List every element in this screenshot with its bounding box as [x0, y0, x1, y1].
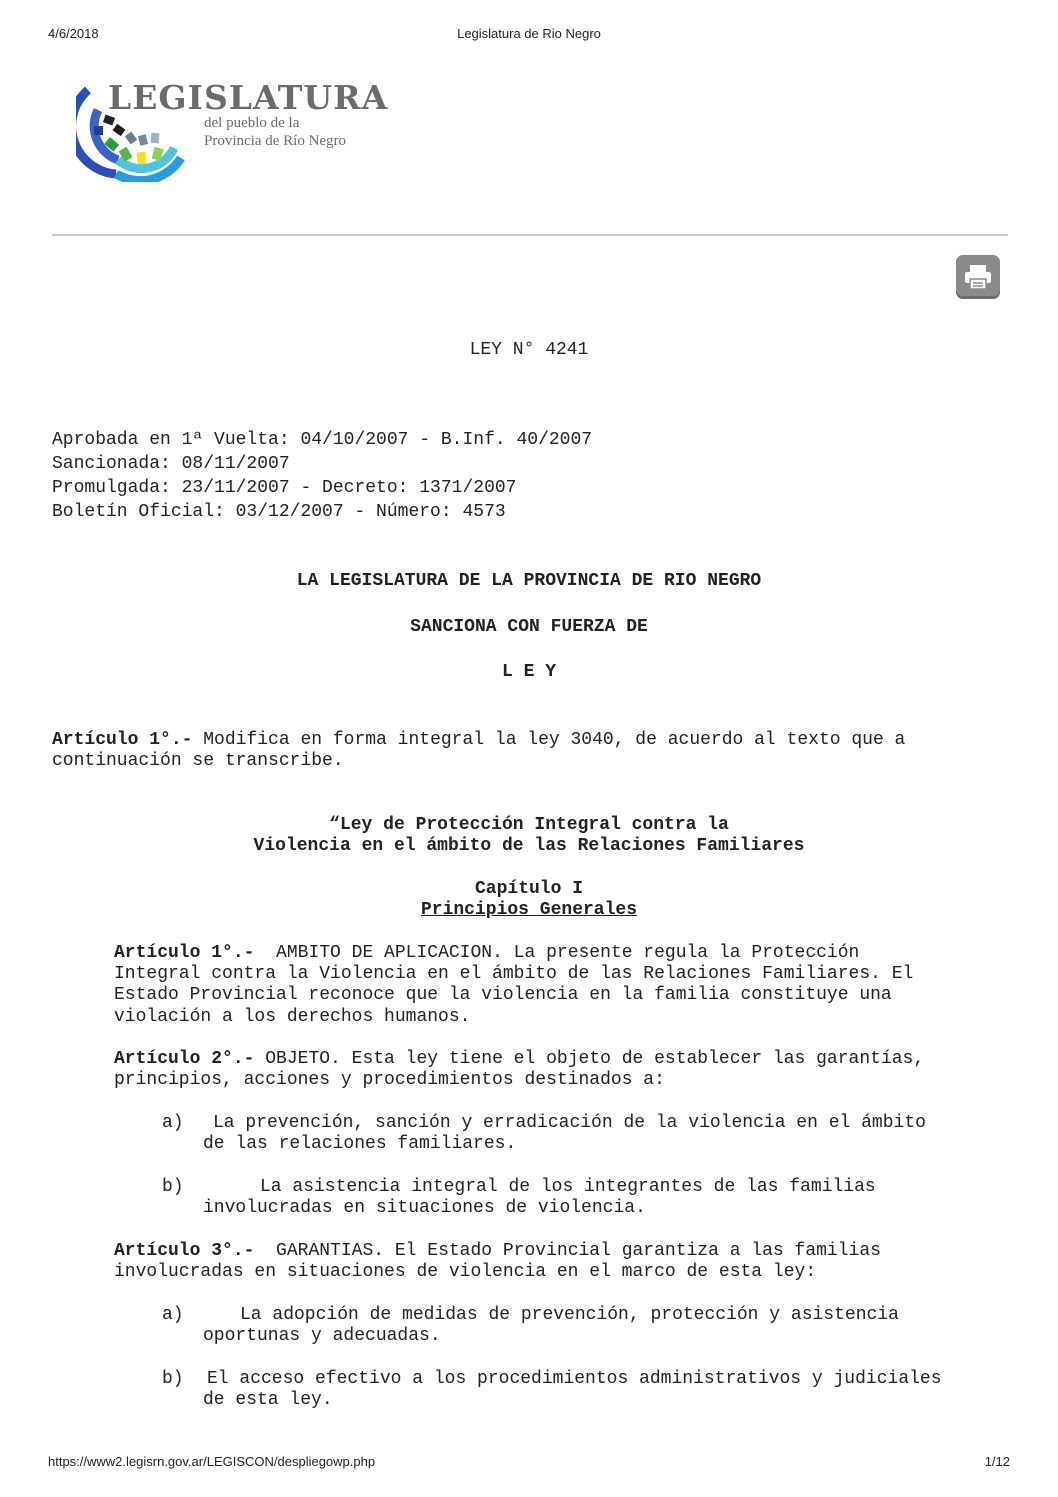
article-1-text-line2: continuación se transcribe. [52, 751, 344, 771]
print-date: 4/6/2018 [48, 26, 99, 41]
meta-boletin: Boletín Oficial: 03/12/2007 - Número: 4573 [52, 502, 506, 522]
a3-a-line1: La adopción de medidas de prevención, protección y asistencia [240, 1305, 899, 1325]
a2-a-line1: La prevención, sanción y erradicación de la violencia en el ámbito [213, 1113, 926, 1133]
printer-icon [964, 264, 992, 290]
a2-b-line2: involucradas en situaciones de violencia. [203, 1198, 646, 1218]
a3-label: Artículo 3°.- [114, 1241, 255, 1261]
chapter-title: Capítulo I [474, 879, 584, 899]
logo-title: LEGISLATURA [108, 78, 389, 117]
heading-sanciona: SANCIONA CON FUERZA DE [410, 617, 648, 637]
article-1-text-line1: Modifica en forma integral la ley 3040, de acuerdo al texto que a [192, 730, 906, 750]
a2-label: Artículo 2°.- [114, 1049, 255, 1069]
a1-line2: Integral contra la Violencia en el ámbito de las Relaciones Familiares. El [114, 964, 914, 984]
meta-promulgada: Promulgada: 23/11/2007 - Decreto: 1371/2007 [52, 478, 517, 498]
a2-a-line2: de las relaciones familiares. [203, 1134, 517, 1154]
a3-b-marker: b) [162, 1369, 184, 1389]
print-header [48, 26, 1010, 44]
a3-a-marker: a) [162, 1305, 184, 1325]
quoted-law-title-line1: “Ley de Protección Integral contra la [329, 815, 729, 835]
legislatura-logo[interactable] [76, 78, 389, 182]
a1-label: Artículo 1°.- [114, 943, 255, 963]
a1-line3: Estado Provincial reconoce que la violencia en la familia constituye una [114, 985, 892, 1005]
a1-line1: Artículo 1°.- AMBITO DE APLICACION. La presente regula la Protección [114, 943, 860, 963]
print-page-title: Legislatura de Rio Negro [457, 26, 601, 41]
a3-line1: Artículo 3°.- GARANTIAS. El Estado Provincial garantiza a las familias [114, 1241, 881, 1261]
a2-a-marker: a) [162, 1113, 184, 1133]
logo-subtitle-line1: del pueblo de la [204, 115, 300, 131]
header-divider [52, 234, 1008, 236]
print-button[interactable] [956, 255, 1000, 299]
law-title: LEY N° 4241 [469, 340, 589, 360]
a3-b-line2: de esta ley. [203, 1390, 333, 1410]
quoted-law-title-line2: Violencia en el ámbito de las Relaciones Familiares [253, 836, 805, 856]
a3-b-line1: El acceso efectivo a los procedimientos administrativos y judiciales [207, 1369, 942, 1389]
heading-ley: L E Y [501, 662, 556, 682]
print-footer [48, 1454, 1010, 1472]
article-1-modifica [52, 730, 905, 750]
print-url[interactable]: https://www2.legisrn.gov.ar/LEGISCON/despliegowp.php [48, 1454, 376, 1469]
print-page-number: 1/12 [984, 1454, 1010, 1469]
a3-line2: involucradas en situaciones de violencia en el marco de esta ley: [114, 1262, 817, 1282]
a2-b-line1: La asistencia integral de los integrantes de las familias [260, 1177, 876, 1197]
a2-line1: Artículo 2°.- OBJETO. Esta ley tiene el objeto de establecer las garantías, [114, 1049, 925, 1069]
meta-sancionada: Sancionada: 08/11/2007 [52, 454, 290, 474]
chapter-name [0, 900, 1058, 920]
article-1-label: Artículo 1°.- [52, 730, 193, 750]
logo-subtitle-line2: Provincia de Río Negro [204, 133, 347, 149]
a3-a-line2: oportunas y adecuadas. [203, 1326, 441, 1346]
a2-b-marker: b) [162, 1177, 184, 1197]
meta-aprobada: Aprobada en 1ª Vuelta: 04/10/2007 - B.Inf. 40/2007 [52, 430, 593, 450]
chapter-name-text: Principios Generales [420, 900, 638, 920]
a1-line4: violación a los derechos humanos. [114, 1007, 471, 1027]
heading-legislatura: LA LEGISLATURA DE LA PROVINCIA DE RIO NEGRO [296, 571, 762, 591]
a2-line2: principios, acciones y procedimientos destinados a: [114, 1070, 665, 1090]
